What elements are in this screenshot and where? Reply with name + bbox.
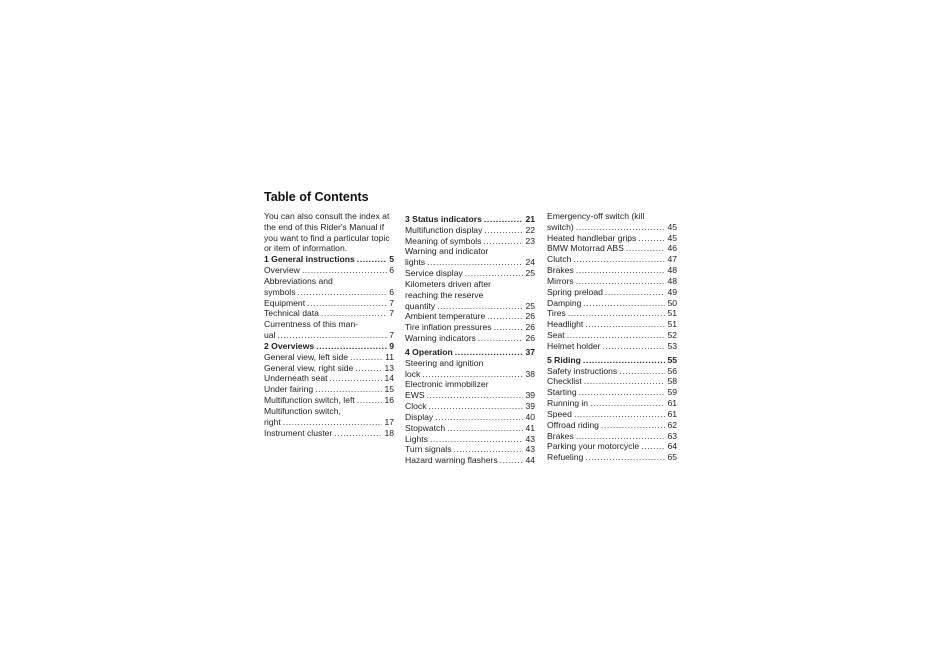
toc-entry-page: 23 [525,235,535,246]
toc-entry-title: Multifunction display [405,224,483,235]
toc-entry-page: 45 [667,232,677,243]
toc-column-2 [405,211,535,466]
toc-entry-page: 62 [667,419,677,430]
toc-entry-page: 7 [389,297,394,308]
toc-entry[interactable] [405,257,535,268]
toc-entry-page: 47 [667,254,677,265]
toc-entry-page: 56 [667,365,677,376]
toc-entry-title: lights [405,257,426,268]
toc-entry-page: 22 [525,224,535,235]
dot-leader [330,373,383,384]
dot-leader [605,287,666,298]
dot-leader [355,363,382,374]
dot-leader [576,276,666,287]
dot-leader [584,376,666,387]
toc-entry-title: Starting [547,387,577,398]
toc-entry-title: Tires [547,308,566,319]
dot-leader [321,308,387,319]
toc-entry[interactable] [264,352,394,363]
toc-entry-title: Parking your motorcycle [547,441,640,452]
toc-entry[interactable] [264,308,394,319]
toc-entry[interactable] [547,452,677,463]
toc-entry[interactable] [547,330,677,341]
toc-entry-title: Helmet holder [547,340,601,351]
toc-entry-page: 43 [525,444,535,455]
toc-entry[interactable] [264,417,394,428]
dot-leader [465,268,524,279]
toc-entry-title: quantity [405,300,436,311]
toc-entry-title: Lights [405,433,428,444]
toc-entry-page: 39 [525,401,535,412]
dot-leader [454,444,524,455]
toc-entry-title: Multifunction switch, left [264,395,355,406]
dot-leader [601,420,666,431]
toc-entry-page: 51 [667,319,677,330]
dot-leader [626,243,666,254]
toc-entry-title: BMW Motorrad ABS [547,243,624,254]
toc-entry-title: switch) [547,221,574,232]
toc-chapter [405,347,535,466]
toc-entry-title: Hazard warning flashers [405,455,498,466]
dot-leader [357,395,383,406]
toc-entry-page: 59 [667,387,677,398]
toc-entry-title: Clock [405,401,427,412]
toc-entry-page: 40 [525,411,535,422]
toc-entry-page: 38 [525,368,535,379]
toc-entry-title: Ambient temperature [405,311,486,322]
toc-entry-page: 7 [389,308,394,319]
toc-entry[interactable] [547,420,677,431]
toc-entry-title: Overview [264,265,300,276]
toc-entry[interactable] [405,322,535,333]
page-title: Table of Contents [264,190,369,204]
chapter-heading[interactable] [405,214,535,225]
toc-entry[interactable] [264,287,394,298]
toc-entry-title: Display [405,411,434,422]
toc-entry-page: 26 [525,322,535,333]
dot-leader [437,301,523,312]
toc-entry[interactable] [264,363,394,374]
toc-entry[interactable] [264,395,394,406]
dot-leader [298,287,388,298]
toc-entry[interactable] [264,373,394,384]
toc-entry[interactable] [264,330,394,341]
toc-entry[interactable] [547,376,677,387]
toc-entry-title: Headlight [547,319,584,330]
dot-leader [579,387,666,398]
dot-leader [435,412,523,423]
toc-entry[interactable] [547,265,677,276]
dot-leader [277,330,387,341]
toc-entry[interactable] [547,233,677,244]
toc-entry-title: Brakes [547,265,574,276]
chapter-heading-title: 5 Riding [547,354,581,365]
toc-entry[interactable] [405,434,535,445]
toc-entry-page: 45 [667,221,677,232]
toc-entry[interactable] [547,298,677,309]
toc-chapter [547,211,677,352]
toc-entry[interactable] [547,254,677,265]
toc-entry[interactable] [547,308,677,319]
chapter-heading-title: 2 Overviews [264,340,315,351]
toc-entry[interactable] [547,276,677,287]
toc-entry-title: right [264,416,281,427]
toc-entry-title: Turn signals [405,444,452,455]
toc-entry-page: 43 [525,433,535,444]
toc-entry[interactable] [264,384,394,395]
toc-entry-page: 18 [384,427,394,438]
dot-leader [283,417,383,428]
toc-entry[interactable] [405,444,535,455]
dot-leader [641,441,665,452]
dot-leader [430,434,524,445]
intro-line: You can also consult the index at [264,211,390,221]
toc-entry-title: Instrument cluster [264,427,333,438]
toc-entry-page: 61 [667,408,677,419]
dot-leader [422,369,523,380]
toc-entry-page: 48 [667,265,677,276]
dot-leader [500,455,524,466]
toc-entry[interactable] [547,441,677,452]
dot-leader [334,428,382,439]
dot-leader [316,341,387,352]
toc-entry[interactable] [405,455,535,466]
toc-entry-continuation[interactable]: Currentness of this man- [264,319,359,330]
toc-entry-page: 61 [667,398,677,409]
toc-entry-page: 50 [667,297,677,308]
dot-leader [455,347,524,358]
toc-chapter [264,341,394,438]
toc-entry-continuation[interactable]: Electronic immobilizer [405,379,489,390]
toc-entry-continuation[interactable]: Warning and indicator [405,246,489,257]
dot-leader [574,409,666,420]
toc-chapter [547,355,677,463]
chapter-heading-page: 55 [667,354,677,365]
toc-entry-title: Equipment [264,297,306,308]
toc-entry-title: EWS [405,390,425,401]
toc-entry-page: 65 [667,452,677,463]
chapter-heading[interactable] [405,347,535,358]
toc-entry-title: Heated handlebar grips [547,232,637,243]
chapter-heading-page: 21 [525,214,535,224]
toc-entry-page: 26 [525,333,535,344]
toc-entry-title: symbols [264,286,296,297]
toc-entry-title: Offroad riding [547,419,599,430]
dot-leader [576,431,666,442]
toc-entry-page: 63 [667,430,677,441]
dot-leader [427,390,524,401]
toc-entry-title: General view, right side [264,362,354,373]
toc-entry[interactable] [405,333,535,344]
chapter-heading-page: 5 [389,254,394,265]
toc-entry-page: 16 [384,395,394,406]
toc-entry-page: 39 [525,390,535,401]
toc-column-3 [547,211,677,463]
toc-entry[interactable] [405,369,535,380]
chapter-heading-title: 4 Operation [405,346,453,357]
toc-entry-title: Refueling [547,452,584,463]
toc-entry[interactable] [405,236,535,247]
dot-leader [483,236,523,247]
dot-leader [484,225,523,236]
toc-entry-page: 64 [667,441,677,452]
toc-entry[interactable] [405,401,535,412]
toc-entry-page: 11 [385,351,394,362]
toc-entry-page: 14 [384,373,394,384]
chapter-heading-title: 3 Status indicators [405,214,482,224]
toc-entry-page: 6 [389,265,394,276]
toc-entry-page: 46 [667,243,677,254]
toc-entry-page: 49 [667,286,677,297]
dot-leader [576,222,666,233]
dot-leader [427,257,523,268]
toc-entry-continuation[interactable]: Steering and ignition [405,357,484,368]
dot-leader [568,308,666,319]
toc-entry-page: 44 [525,455,535,466]
toc-entry-title: Warning indicators [405,333,476,344]
toc-entry[interactable] [547,398,677,409]
toc-entry-page: 26 [525,311,535,322]
toc-entry-page: 41 [525,422,535,433]
dot-leader [447,423,523,434]
toc-entry[interactable] [547,409,677,420]
toc-entry-title: Service display [405,268,463,279]
toc-entry[interactable] [547,319,677,330]
toc-entry-title: Brakes [547,430,574,441]
toc-entry-page: 51 [667,308,677,319]
toc-entry-title: Under fairing [264,384,314,395]
toc-chapter [405,214,535,344]
intro-line: or item of information. [264,243,348,254]
toc-entry[interactable] [547,431,677,442]
dot-leader [619,366,665,377]
dot-leader [315,384,382,395]
chapter-heading[interactable] [264,341,394,352]
toc-entry-page: 25 [525,300,535,311]
dot-leader [576,265,666,276]
dot-leader [302,265,387,276]
dot-leader [585,452,665,463]
toc-entry-page: 6 [389,286,394,297]
toc-entry[interactable] [547,222,677,233]
toc-entry-title: Spring preload [547,286,603,297]
dot-leader [583,355,666,366]
intro-text [264,211,394,254]
toc-entry[interactable] [547,341,677,352]
chapter-heading[interactable] [264,254,394,265]
dot-leader [307,298,387,309]
chapter-heading-page: 9 [389,340,394,351]
chapter-heading-page: 37 [525,346,535,357]
toc-entry-title: Tire inflation pressures [405,322,492,333]
toc-entry[interactable] [264,298,394,309]
toc-entry-page: 48 [667,275,677,286]
toc-entry-continuation[interactable]: Emergency-off switch (kill [547,211,645,221]
toc-entry-title: Safety instructions [547,365,618,376]
intro-line: you want to find a particular topic [264,232,390,243]
toc-entry-title: Checklist [547,376,582,387]
toc-entry[interactable] [405,390,535,401]
toc-entry-page: 52 [667,330,677,341]
toc-entry-title: Speed [547,408,572,419]
toc-entry-page: 13 [384,362,394,373]
toc-entry-title: lock [405,368,421,379]
toc-entry[interactable] [405,311,535,322]
toc-entry-title: Clutch [547,254,572,265]
toc-entry-title: Stopwatch [405,422,446,433]
dot-leader [478,333,524,344]
toc-entry[interactable] [547,243,677,254]
dot-leader [484,214,524,225]
dot-leader [590,398,665,409]
toc-entry[interactable] [405,423,535,434]
toc-entry-page: 7 [389,330,394,341]
toc-column-1 [264,211,394,438]
toc-entry-title: Running in [547,398,589,409]
toc-entry[interactable] [264,428,394,439]
toc-entry-title: Damping [547,297,582,308]
toc-entry[interactable] [405,225,535,236]
dot-leader [603,341,666,352]
dot-leader [350,352,383,363]
toc-entry[interactable] [405,268,535,279]
chapter-heading[interactable] [547,355,677,366]
toc-entry-continuation[interactable]: Abbreviations and [264,275,333,286]
dot-leader [583,298,665,309]
toc-entry-title: Technical data [264,308,319,319]
toc-entry-title: Underneath seat [264,373,328,384]
dot-leader [487,311,523,322]
dot-leader [573,254,665,265]
dot-leader [567,330,666,341]
toc-entry-page: 58 [667,376,677,387]
dot-leader [585,319,665,330]
dot-leader [429,401,524,412]
toc-entry[interactable] [405,301,535,312]
dot-leader [638,233,665,244]
toc-entry-continuation[interactable]: Kilometers driven after [405,278,491,289]
toc-entry-title: Mirrors [547,275,574,286]
toc-entry-title: ual [264,330,276,341]
toc-entry-page: 25 [525,268,535,279]
dot-leader [494,322,524,333]
toc-entry[interactable] [264,265,394,276]
toc-chapter [264,254,394,341]
toc-entry[interactable] [547,387,677,398]
chapter-heading-title: 1 General instructions [264,254,355,265]
dot-leader [357,254,387,265]
toc-entry-page: 15 [384,384,394,395]
toc-entry-title: Meaning of symbols [405,235,482,246]
toc-entry[interactable] [547,366,677,377]
toc-entry[interactable] [547,287,677,298]
toc-entry[interactable] [405,412,535,423]
toc-entry-title: Seat [547,330,565,341]
toc-entry-page: 53 [667,340,677,351]
toc-entry-page: 17 [384,416,394,427]
intro-line: the end of this Rider's Manual if [264,221,385,232]
toc-entry-continuation[interactable]: reaching the reserve [405,289,484,300]
toc-entry-continuation[interactable]: Multifunction switch, [264,405,341,416]
toc-entry-title: General view, left side [264,351,349,362]
toc-entry-page: 24 [525,257,535,268]
